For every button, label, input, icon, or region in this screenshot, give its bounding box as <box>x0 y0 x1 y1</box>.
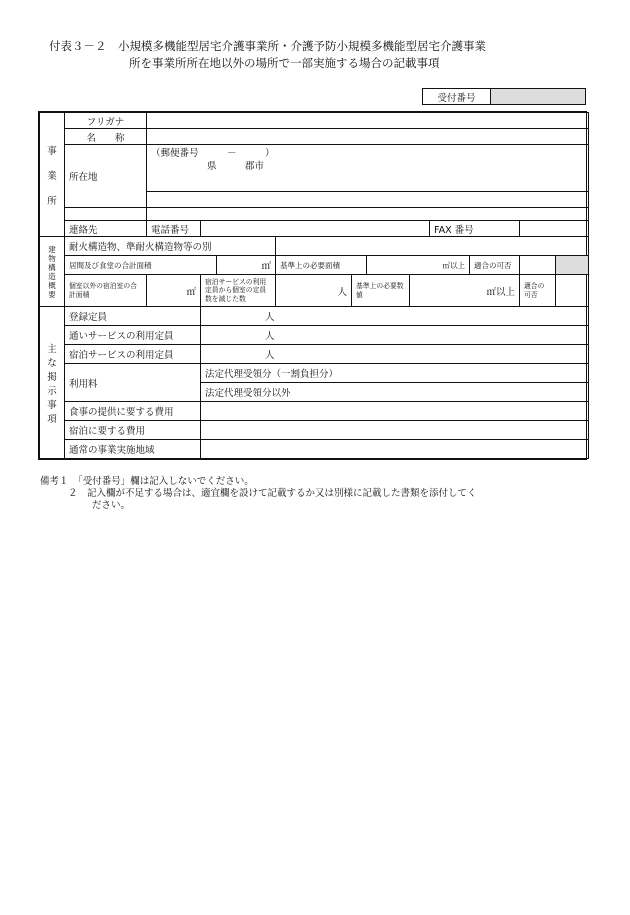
application-form <box>38 111 587 460</box>
stay-cost-label: 宿泊に要する費用 <box>65 421 201 440</box>
location-label: 所在地 <box>65 145 147 208</box>
meal-cost-label: 食事の提供に要する費用 <box>65 402 201 421</box>
room-area-field[interactable]: ㎡ <box>147 275 201 307</box>
suitability2-field[interactable] <box>556 275 589 307</box>
service-area-field[interactable] <box>201 440 589 459</box>
fax-field[interactable] <box>520 221 589 237</box>
commute-capacity-field[interactable]: 人 <box>201 326 589 345</box>
receipt-number-label: 受付番号 <box>423 89 491 104</box>
building-section-label: 建 物 構 造 概 要 <box>40 237 65 307</box>
address-line-3[interactable] <box>147 208 589 221</box>
fireproof-label: 耐火構造物、準耐火構造物等の別 <box>65 237 276 256</box>
suitability-field[interactable] <box>520 256 556 275</box>
office-name-field[interactable] <box>147 129 589 145</box>
receipt-number-box <box>422 88 586 105</box>
living-area-field[interactable]: ㎡ <box>217 256 276 275</box>
phone-label: 電話番号 <box>147 221 201 237</box>
commute-capacity-label: 通いサービスの利用定員 <box>65 326 201 345</box>
living-area-label: 居間及び食堂の合計面積 <box>65 256 217 275</box>
form-title <box>49 38 609 72</box>
contact-label: 連絡先 <box>65 221 147 237</box>
remark-2: ２ 記入欄が不足する場合は、適宜欄を設けて記載するか又は別様に記載した書類を添付してく <box>68 488 477 499</box>
posting-section-label: 主 な 掲 示 事 項 <box>40 307 65 459</box>
stay-capacity-field[interactable]: 人 <box>201 345 589 364</box>
suitability-label: 適合の可否 <box>470 256 520 275</box>
form-title-line2: 所を事業所所在地以外の場所で一部実施する場合の記載事項 <box>129 56 440 70</box>
furigana-field[interactable] <box>147 113 589 129</box>
required-value-field[interactable]: ㎡以上 <box>410 275 520 307</box>
room-area-label: 個室以外の宿泊室の合計面積 <box>65 275 147 307</box>
registered-capacity-field[interactable]: 人 <box>201 307 589 326</box>
required-area-label: 基準上の必要面積 <box>276 256 367 275</box>
fee-label: 利用料 <box>65 364 201 402</box>
required-area-field[interactable]: ㎡以上 <box>367 256 470 275</box>
location-field[interactable] <box>147 145 589 192</box>
fee-non-proxy-label[interactable]: 法定代理受領分以外 <box>201 383 589 402</box>
furigana-label: フリガナ <box>65 113 147 129</box>
registered-capacity-label: 登録定員 <box>65 307 201 326</box>
office-name-label: 名 称 <box>65 129 147 145</box>
overnight-count-field[interactable]: 人 <box>276 275 352 307</box>
receipt-number-field <box>491 89 585 104</box>
pref-city-line: 県 郡市 <box>207 161 265 172</box>
phone-field[interactable] <box>201 221 430 237</box>
address-line-2[interactable] <box>147 192 589 208</box>
remark-2-cont: ださい。 <box>92 500 131 511</box>
remark-1: 備考１ 「受付番号」欄は記入しないでください。 <box>40 476 254 487</box>
form-table <box>39 112 589 459</box>
stay-capacity-label: 宿泊サービスの利用定員 <box>65 345 201 364</box>
meal-cost-field[interactable] <box>201 402 589 421</box>
fireproof-field[interactable] <box>276 237 589 256</box>
fee-proxy-label[interactable]: 法定代理受領分（一割負担分） <box>201 364 589 383</box>
suitability2-label: 適合の可否 <box>520 275 556 307</box>
stay-cost-field[interactable] <box>201 421 589 440</box>
postal-code-line: （郵便番号 － ） <box>151 148 275 159</box>
suitability-gray-cell <box>556 256 589 275</box>
remarks <box>40 476 600 512</box>
location-gap <box>65 208 147 221</box>
form-title-line1: 付表３－２ 小規模多機能型居宅介護事業所・介護予防小規模多機能型居宅介護事業 <box>49 39 486 53</box>
overnight-count-label: 宿泊サービスの利用定員から個室の定員数を減じた数 <box>201 275 276 307</box>
required-value-label: 基準上の必要数値 <box>352 275 410 307</box>
service-area-label: 通常の事業実施地域 <box>65 440 201 459</box>
fax-label: FAX 番号 <box>430 221 520 237</box>
office-section-label: 事 業 所 <box>40 113 65 237</box>
